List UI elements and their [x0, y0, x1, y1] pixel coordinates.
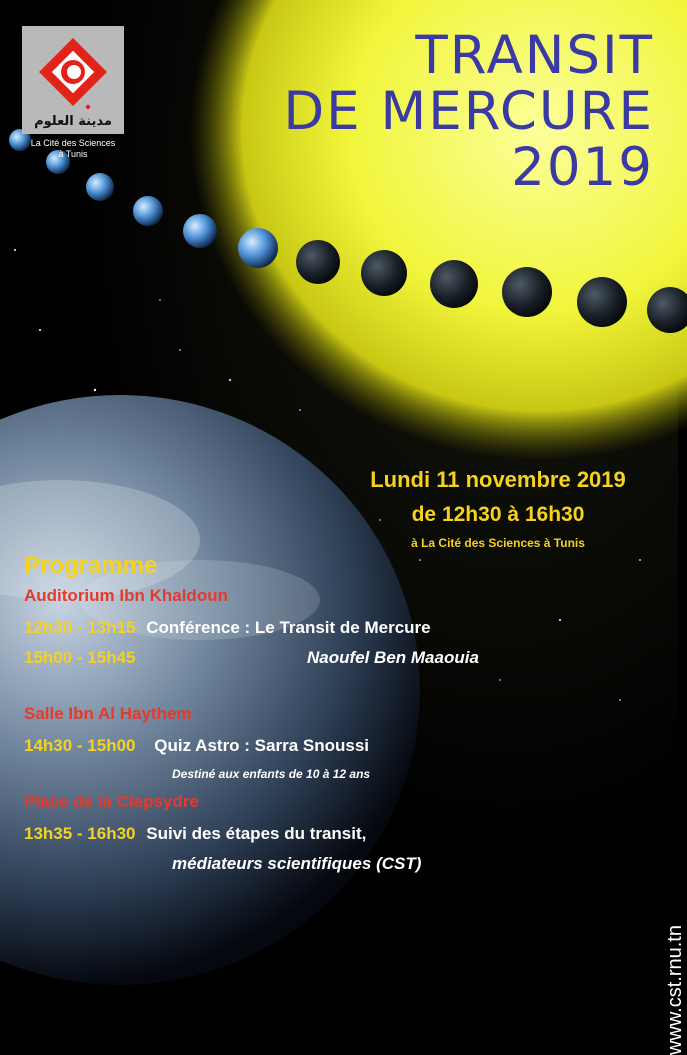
event-place: à La Cité des Sciences à Tunis	[411, 536, 585, 550]
row-time: 12h30 - 13h15	[24, 618, 136, 637]
programme-row	[24, 613, 431, 643]
cite-des-sciences-logo-icon	[22, 26, 124, 134]
programme-row	[24, 761, 431, 787]
row-time: 13h35 - 16h30	[24, 824, 136, 843]
programme-heading: Programme	[24, 552, 158, 579]
programme-row	[24, 849, 431, 879]
title-line1: TRANSIT	[415, 25, 654, 86]
event-date: Lundi 11 novembre 2019	[370, 467, 626, 492]
logo	[22, 26, 124, 134]
event-info	[338, 463, 658, 553]
logo-caption-line1: La Cité des Sciences	[30, 138, 116, 148]
programme-row	[24, 819, 431, 849]
row-note: Destiné aux enfants de 10 à 12 ans	[172, 767, 371, 781]
website-url[interactable]: www.cst.rnu.tn	[664, 925, 686, 1055]
logo-arabic-text: مدينة العلوم	[34, 114, 112, 129]
title-line2: DE MERCURE	[283, 81, 654, 142]
speaker-name: Naoufel Ben Maaouia	[307, 648, 479, 667]
programme	[24, 549, 479, 879]
row-time: 14h30 - 15h00	[24, 736, 136, 755]
row-text: Quiz Astro : Sarra Snoussi	[154, 736, 369, 755]
programme-row	[24, 643, 479, 673]
logo-caption	[14, 138, 132, 160]
row-note: médiateurs scientifiques (CST)	[172, 854, 422, 873]
venue-salle: Salle Ibn Al Haythem	[24, 704, 192, 723]
event-time: de 12h30 à 16h30	[411, 503, 585, 526]
venue-auditorium: Auditorium Ibn Khaldoun	[24, 586, 228, 605]
programme-row	[24, 731, 431, 761]
row-time: 15h00 - 15h45	[24, 648, 136, 667]
title-line3: 2019	[511, 137, 654, 198]
row-text: Suivi des étapes du transit,	[146, 824, 367, 843]
row-text: Conférence : Le Transit de Mercure	[146, 618, 431, 637]
poster-title	[283, 25, 654, 198]
logo-caption-line2: à Tunis	[58, 149, 88, 159]
venue-place: Place de la Clepsydre	[24, 792, 199, 811]
